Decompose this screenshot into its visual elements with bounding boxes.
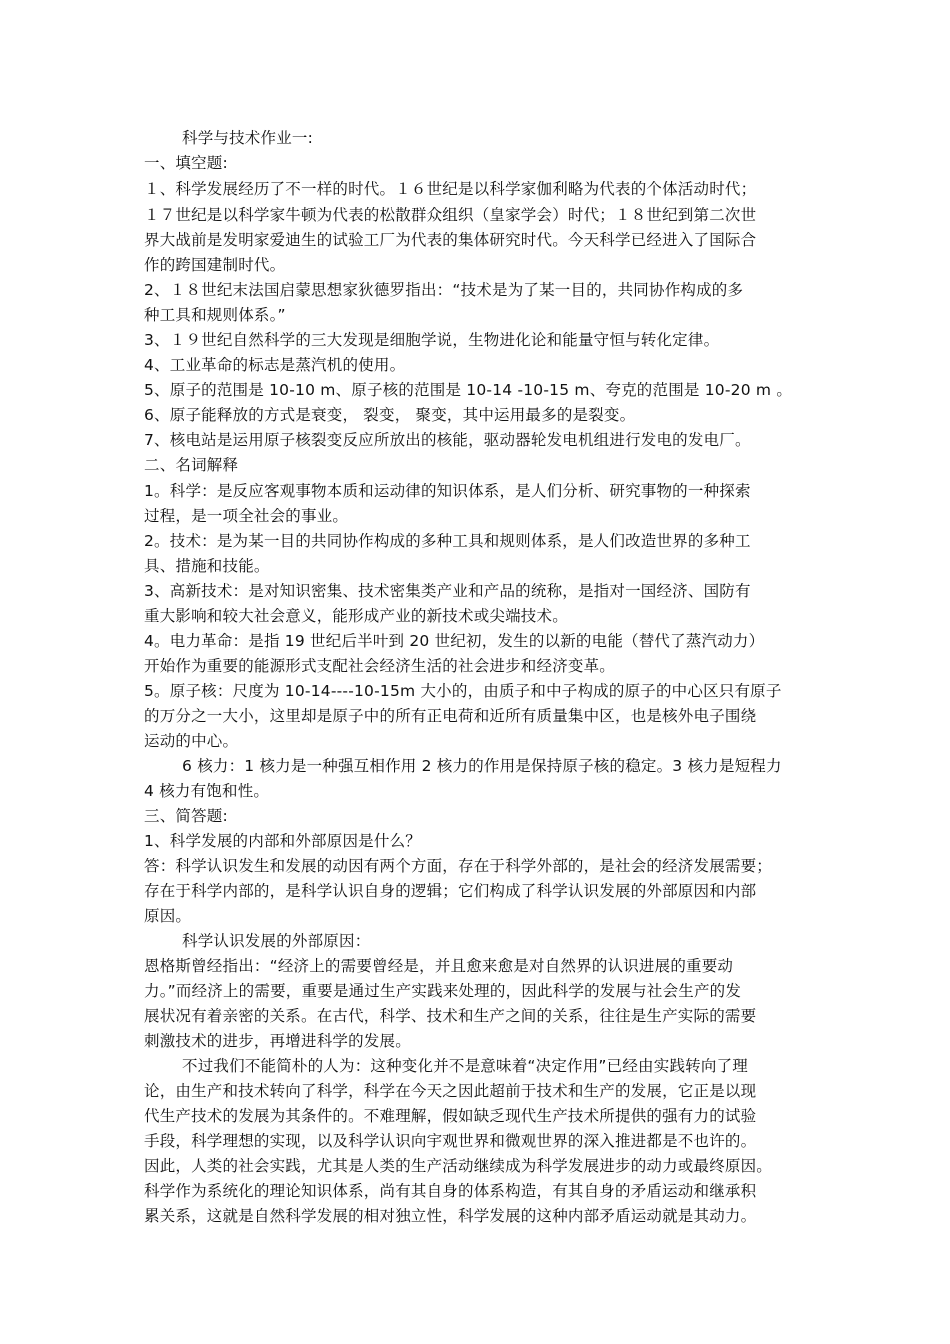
text-line: 4、工业革命的标志是蒸汽机的使用。: [144, 356, 406, 374]
text-line: 累关系，这就是自然科学发展的相对独立性，科学发展的这种内部矛盾运动就是其动力。: [144, 1207, 757, 1225]
text-line: 不过我们不能简朴的人为：这种变化并不是意味着“决定作用”已经由实践转向了理: [182, 1057, 748, 1075]
question-line: 1、科学发展的内部和外部原因是什么？: [144, 832, 421, 850]
text-line: 作的跨国建制时代。: [144, 256, 286, 274]
text-line: 答：科学认识发生和发展的动因有两个方面，存在于科学外部的，是社会的经济发展需要；: [144, 857, 773, 875]
text-line: 原因。: [144, 907, 192, 925]
text-line: 4 核力有饱和性。: [144, 782, 270, 800]
text-line: 6 核力：1 核力是一种强互相作用 2 核力的作用是保持原子核的稳定。3 核力是短程力: [182, 757, 782, 775]
text-line: 开始作为重要的能源形式支配社会经济生活的社会进步和经济变革。: [144, 657, 616, 675]
document-title: 科学与技术作业一:: [182, 129, 314, 147]
text-line: 具、措施和技能。: [144, 557, 270, 575]
text-line: 过程，是一项全社会的事业。: [144, 507, 349, 525]
text-line: 因此，人类的社会实践，尤其是人类的生产活动继续成为科学发展进步的动力或最终原因。: [144, 1157, 773, 1175]
text-line: １、科学发展经历了不一样的时代。１６世纪是以科学家伽利略为代表的个体活动时代；: [144, 180, 757, 198]
section-heading-fill-blank: 一、填空题:: [144, 154, 228, 172]
section-heading-terms: 二、名词解释: [144, 456, 239, 474]
text-line: 的万分之一大小，这里却是原子中的所有正电荷和近所有质量集中区，也是核外电子围绕: [144, 707, 757, 725]
text-line: 4。电力革命：是指 19 世纪后半叶到 20 世纪初，发生的以新的电能（替代了蒸汽动力）: [144, 632, 765, 650]
text-line: 5、原子的范围是 10-10 m、原子核的范围是 10-14 -10-15 m、夸克的范围是 10-20 m 。: [144, 381, 793, 399]
text-line: 5。原子核：尺度为 10-14----10-15m 大小的，由质子和中子构成的原子的中心区只有原子: [144, 682, 782, 700]
text-line: 2、１８世纪末法国启蒙思想家狄德罗指出：“技术是为了某一目的，共同协作构成的多: [144, 281, 744, 299]
text-line: 3、１９世纪自然科学的三大发现是细胞学说，生物进化论和能量守恒与转化定律。: [144, 331, 720, 349]
text-line: 论，由生产和技术转向了科学，科学在今天之因此超前于技术和生产的发展，它正是以现: [144, 1082, 757, 1100]
text-line: 力。”而经济上的需要，重要是通过生产实践来处理的，因此科学的发展与社会生产的发: [144, 982, 742, 1000]
text-line: 重大影响和较大社会意义，能形成产业的新技术或尖端技术。: [144, 607, 568, 625]
text-line: 刺激技术的进步，再增进科学的发展。: [144, 1032, 411, 1050]
text-line: 手段，科学理想的实现，以及科学认识向宇观世界和微观世界的深入推进都是不也许的。: [144, 1132, 757, 1150]
text-line: 6、原子能释放的方式是衰变， 裂变， 聚变，其中运用最多的是裂变。: [144, 406, 636, 424]
text-line: １７世纪是以科学家牛顿为代表的松散群众组织（皇家学会）时代；１８世纪到第二次世: [144, 206, 757, 224]
text-line: 种工具和规则体系。”: [144, 306, 286, 324]
text-line: 3、高新技术：是对知识密集、技术密集类产业和产品的统称，是指对一国经济、国防有: [144, 582, 751, 600]
text-line: 科学作为系统化的理论知识体系，尚有其自身的体系构造，有其自身的矛盾运动和继承积: [144, 1182, 757, 1200]
text-line: 恩格斯曾经指出：“经济上的需要曾经是，并且愈来愈是对自然界的认识进展的重要动: [144, 957, 734, 975]
text-line: 存在于科学内部的，是科学认识自身的逻辑；它们构成了科学认识发展的外部原因和内部: [144, 882, 757, 900]
subheading-line: 科学认识发展的外部原因：: [182, 932, 371, 950]
text-line: 代生产技术的发展为其条件的。不难理解，假如缺乏现代生产技术所提供的强有力的试验: [144, 1107, 757, 1125]
text-line: 1。科学：是反应客观事物本质和运动律的知识体系，是人们分析、研究事物的一种探索: [144, 482, 751, 500]
section-heading-short-answer: 三、简答题:: [144, 807, 228, 825]
text-line: 7、核电站是运用原子核裂变反应所放出的核能，驱动器轮发电机组进行发电的发电厂。: [144, 431, 751, 449]
text-line: 运动的中心。: [144, 732, 239, 750]
text-line: 界大战前是发明家爱迪生的试验工厂为代表的集体研究时代。今天科学已经进入了国际合: [144, 231, 757, 249]
text-line: 2。技术：是为某一目的共同协作构成的多种工具和规则体系，是人们改造世界的多种工: [144, 532, 751, 550]
text-line: 展状况有着亲密的关系。在古代，科学、技术和生产之间的关系，往往是生产实际的需要: [144, 1007, 757, 1025]
